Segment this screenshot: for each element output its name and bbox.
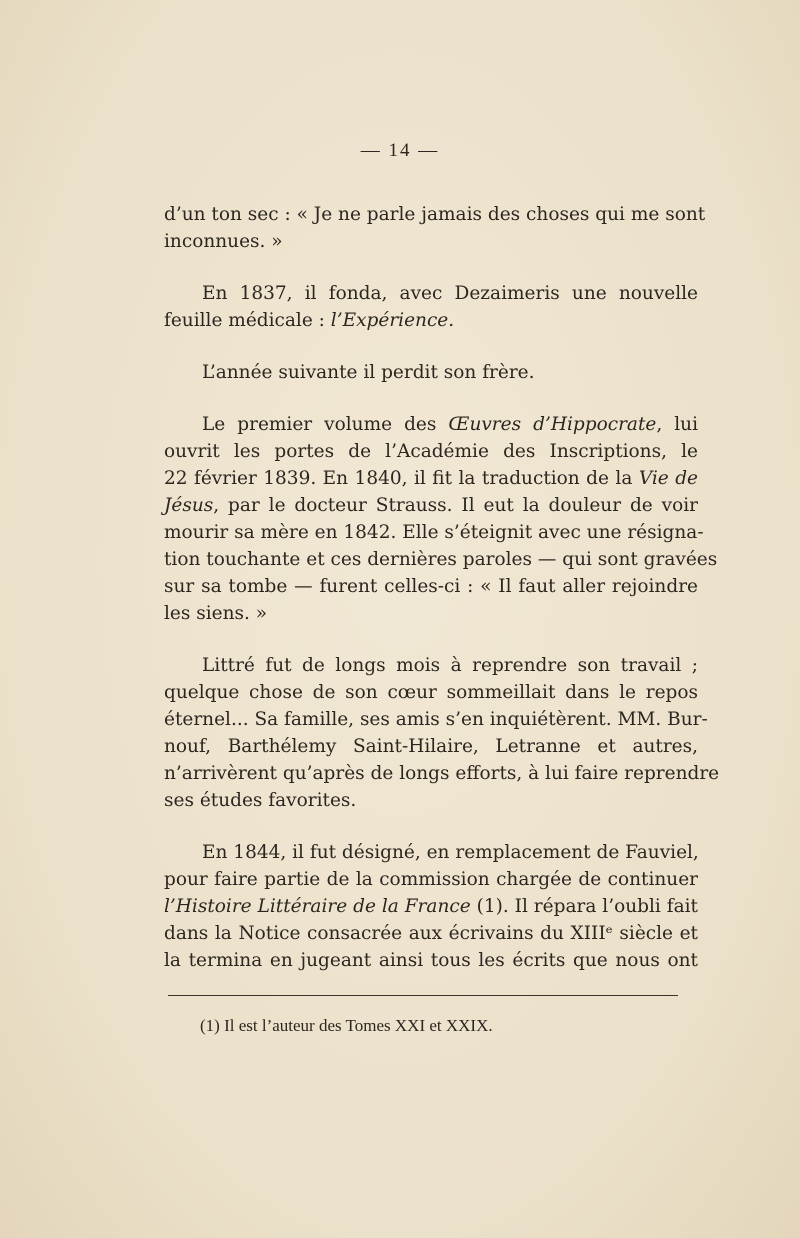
text-line: éternel... Sa famille, ses amis s’en inquiétèrent. MM. Bur- xyxy=(164,709,708,730)
page-number: — 14 — xyxy=(360,140,440,161)
text-line: dans la Notice consacrée aux écrivains du XIIIᵉ siècle et xyxy=(164,923,698,944)
italic-title: Vie de xyxy=(638,468,698,489)
text-line: Littré fut de longs mois à reprendre son travail ; xyxy=(202,655,698,676)
italic-title: Œuvres d’Hippocrate xyxy=(448,414,657,435)
text-line: quelque chose de son cœur sommeillait dans le repos xyxy=(164,682,698,703)
text-line: mourir sa mère en 1842. Elle s’éteignit avec une résigna- xyxy=(164,522,704,543)
text-line: En 1844, il fut désigné, en remplacement de Fauviel, xyxy=(202,842,699,863)
footnote-divider xyxy=(168,995,678,996)
text-line: En 1837, il fonda, avec Dezaimeris une nouvelle xyxy=(202,283,698,304)
text-line: nouf, Barthélemy Saint-Hilaire, Letranne et autres, xyxy=(164,736,698,757)
italic-title: l’Histoire Littéraire de la France xyxy=(164,896,471,917)
text-line: sur sa tombe — furent celles-ci : « Il faut aller rejoindre xyxy=(164,576,698,597)
text-line: inconnues. » xyxy=(164,231,283,252)
text-line: les siens. » xyxy=(164,603,268,624)
text-line: tion touchante et ces dernières paroles — qui sont gravées xyxy=(164,549,718,570)
text-line: ouvrit les portes de l’Académie des Inscriptions, le xyxy=(164,441,698,462)
text-line: la termina en jugeant ainsi tous les écrits que nous ont xyxy=(164,950,698,971)
text-line: 22 février 1839. En 1840, il fit la traduction de la Vie de xyxy=(164,468,698,489)
text-line: L’année suivante il perdit son frère. xyxy=(202,362,535,383)
text-line: Le premier volume des Œuvres d’Hippocrate, lui xyxy=(202,414,698,435)
text-line: ses études favorites. xyxy=(164,790,357,811)
text-line: d’un ton sec : « Je ne parle jamais des choses qui me sont xyxy=(164,204,706,225)
footnote: (1) Il est l’auteur des Tomes XXI et XXIX. xyxy=(200,1016,493,1035)
text-line: feuille médicale : l’Expérience. xyxy=(164,310,455,331)
text-line: n’arrivèrent qu’après de longs efforts, à lui faire reprendre xyxy=(164,763,720,784)
italic-title: l’Expérience. xyxy=(330,310,455,331)
text-line: Jésus, par le docteur Strauss. Il eut la douleur de voir xyxy=(164,495,698,516)
text-line: l’Histoire Littéraire de la France (1). Il répara l’oubli fait xyxy=(164,896,698,917)
italic-title: Jésus xyxy=(164,495,214,516)
body-text xyxy=(164,201,720,974)
text-line: pour faire partie de la commission chargée de continuer xyxy=(164,869,698,890)
